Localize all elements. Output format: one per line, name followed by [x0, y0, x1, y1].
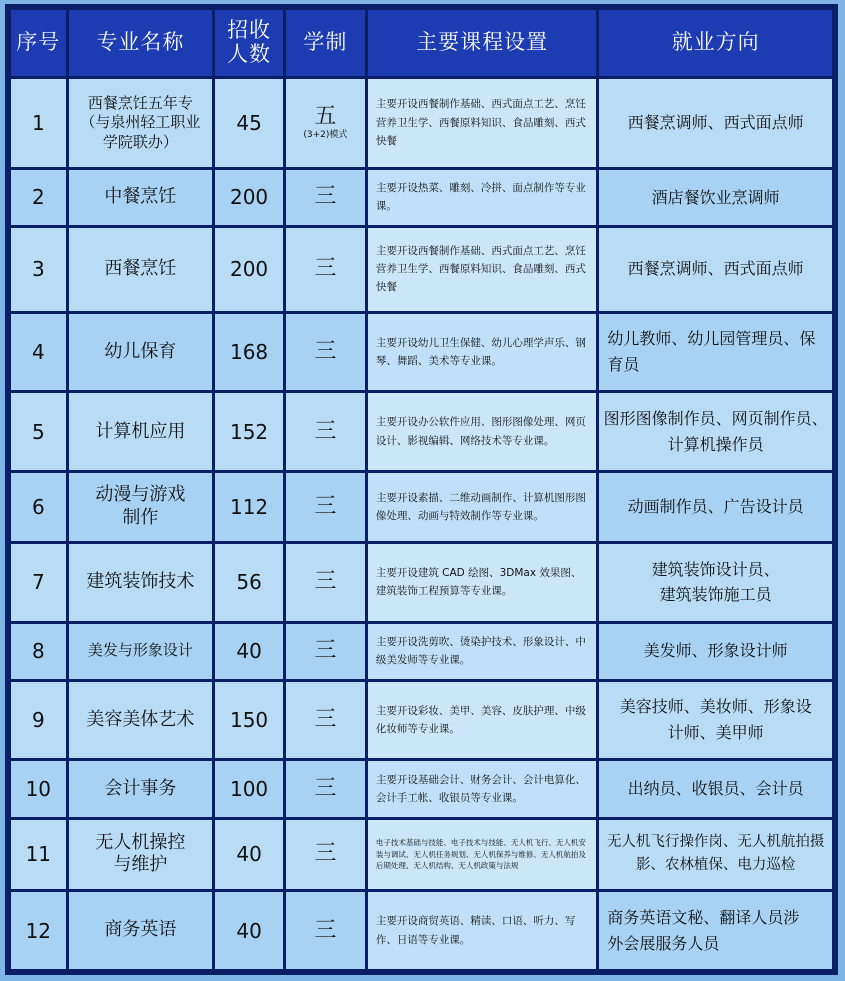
- row-no: 11: [11, 820, 66, 890]
- row-jobs: 西餐烹调师、西式面点师: [599, 79, 832, 167]
- row-courses: 主要开设素描、二维动画制作、计算机图形图像处理、动画与特效制作等专业课。: [368, 473, 597, 541]
- row-major-name: 西餐烹饪: [69, 228, 213, 311]
- row-no: 4: [11, 314, 66, 391]
- header-courses: 主要课程设置: [368, 10, 597, 76]
- table-row: [11, 544, 832, 621]
- row-duration: 三: [286, 544, 365, 621]
- row-major-name: 商务英语: [69, 892, 213, 969]
- row-jobs-text: 美容技师、美妆师、形象设计师、美甲师: [619, 697, 812, 743]
- table-header-row: [11, 10, 832, 76]
- row-jobs-text: 建筑装饰设计员、建筑装饰施工员: [651, 559, 780, 605]
- row-courses: 主要开设西餐制作基础、西式面点工艺、烹饪营养卫生学、西餐原料知识、食品雕刻、西式快餐: [368, 228, 597, 311]
- header-duration: 学制: [286, 10, 365, 76]
- row-major-name: 美发与形象设计: [69, 624, 213, 679]
- row-enrollment-count: 40: [215, 820, 283, 890]
- row-no: 1: [11, 79, 66, 167]
- row-major-name-text: 动漫与游戏制作: [95, 484, 186, 528]
- row-no: 3: [11, 228, 66, 311]
- row-enrollment-count: 168: [215, 314, 283, 391]
- row-enrollment-count: 45: [215, 79, 283, 167]
- row-major-name-text: 西餐烹饪五年专（与泉州轻工职业学院联办）: [80, 93, 201, 151]
- row-jobs: 无人机飞行操作岗、无人机航拍摄影、农林植保、电力巡检: [599, 820, 832, 890]
- row-courses: 主要开设热菜、雕刻、冷拼、面点制作等专业课。: [368, 170, 597, 225]
- table-row: [11, 393, 832, 470]
- row-courses: 主要开设西餐制作基础、西式面点工艺、烹饪营养卫生学、西餐原料知识、食品雕刻、西式快餐: [368, 79, 597, 167]
- row-no: 7: [11, 544, 66, 621]
- row-major-name: [69, 473, 213, 541]
- row-duration: 三: [286, 170, 365, 225]
- table-row: [11, 170, 832, 225]
- row-no: 5: [11, 393, 66, 470]
- row-no: 6: [11, 473, 66, 541]
- row-enrollment-count: 200: [215, 228, 283, 311]
- table-row: [11, 473, 832, 541]
- row-major-name: 中餐烹饪: [69, 170, 213, 225]
- row-duration: 三: [286, 682, 365, 759]
- row-duration: 三: [286, 393, 365, 470]
- row-major-name: 美容美体艺术: [69, 682, 213, 759]
- row-duration-text: 五: [314, 103, 337, 129]
- row-jobs: 动画制作员、广告设计员: [599, 473, 832, 541]
- row-courses: 主要开设建筑 CAD 绘图、3DMax 效果图、建筑装饰工程预算等专业课。: [368, 544, 597, 621]
- row-jobs: 美发师、形象设计师: [599, 624, 832, 679]
- enrollment-table-frame: [5, 4, 838, 975]
- row-major-name: 计算机应用: [69, 393, 213, 470]
- row-jobs: 西餐烹调师、西式面点师: [599, 228, 832, 311]
- row-courses: 电子技术基础与技能、电子技术与技能、无人机飞行、无人机安装与调试、无人机任务规划、无人机保养与维修、无人机航拍及后期处理、无人机结构、无人机政策与法规: [368, 820, 597, 890]
- table-row: [11, 624, 832, 679]
- row-duration: 三: [286, 314, 365, 391]
- row-duration: 三: [286, 820, 365, 890]
- row-duration: 三: [286, 761, 365, 816]
- row-enrollment-count: 56: [215, 544, 283, 621]
- row-jobs: 酒店餐饮业烹调师: [599, 170, 832, 225]
- table-row: [11, 314, 832, 391]
- row-courses: 主要开设彩妆、美甲、美容、皮肤护理、中级化妆师等专业课。: [368, 682, 597, 759]
- header-enrollment-count: [215, 10, 283, 76]
- row-courses: 主要开设幼儿卫生保健、幼儿心理学声乐、钢琴、舞蹈、美术等专业课。: [368, 314, 597, 391]
- row-no: 12: [11, 892, 66, 969]
- row-no: 9: [11, 682, 66, 759]
- row-duration-note: (3+2)模式: [303, 129, 348, 140]
- row-no: 10: [11, 761, 66, 816]
- table-row: [11, 682, 832, 759]
- row-duration: 三: [286, 624, 365, 679]
- row-enrollment-count: 112: [215, 473, 283, 541]
- row-jobs: [599, 544, 832, 621]
- row-major-name: [69, 820, 213, 890]
- enrollment-table: [8, 7, 835, 972]
- row-courses: 主要开设商贸英语、精读、口语、听力、写作、日语等专业课。: [368, 892, 597, 969]
- row-no: 8: [11, 624, 66, 679]
- table-row: [11, 892, 832, 969]
- row-enrollment-count: 200: [215, 170, 283, 225]
- row-enrollment-count: 152: [215, 393, 283, 470]
- header-major-name: 专业名称: [69, 10, 213, 76]
- row-major-name: 建筑装饰技术: [69, 544, 213, 621]
- row-courses: 主要开设洗剪吹、烫染护技术、形象设计、中级美发师等专业课。: [368, 624, 597, 679]
- row-duration: 三: [286, 892, 365, 969]
- row-duration: 三: [286, 228, 365, 311]
- table-row: [11, 761, 832, 816]
- row-enrollment-count: 40: [215, 892, 283, 969]
- header-no: 序号: [11, 10, 66, 76]
- row-courses: 主要开设办公软件应用、图形图像处理、网页设计、影视编辑、网络技术等专业课。: [368, 393, 597, 470]
- table-row: [11, 228, 832, 311]
- row-no: 2: [11, 170, 66, 225]
- row-jobs: 图形图像制作员、网页制作员、计算机操作员: [599, 393, 832, 470]
- row-duration: [286, 79, 365, 167]
- row-major-name: 会计事务: [69, 761, 213, 816]
- row-enrollment-count: 40: [215, 624, 283, 679]
- row-enrollment-count: 100: [215, 761, 283, 816]
- table-row: [11, 79, 832, 167]
- row-jobs: 幼儿教师、幼儿园管理员、保育员: [599, 314, 832, 391]
- row-jobs: [599, 892, 832, 969]
- table-row: [11, 820, 832, 890]
- row-major-name-text: 无人机操控与维护: [95, 831, 186, 876]
- row-jobs-text: 商务英语文秘、翻译人员涉外会展服务人员: [607, 907, 800, 953]
- row-jobs: [599, 682, 832, 759]
- header-enrollment-count-text: 招收人数: [227, 18, 272, 66]
- row-jobs: 出纳员、收银员、会计员: [599, 761, 832, 816]
- header-jobs: 就业方向: [599, 10, 832, 76]
- row-duration: 三: [286, 473, 365, 541]
- row-major-name: [69, 79, 213, 167]
- row-enrollment-count: 150: [215, 682, 283, 759]
- row-major-name: 幼儿保育: [69, 314, 213, 391]
- row-courses: 主要开设基础会计、财务会计、会计电算化、会计手工帐、收银员等专业课。: [368, 761, 597, 816]
